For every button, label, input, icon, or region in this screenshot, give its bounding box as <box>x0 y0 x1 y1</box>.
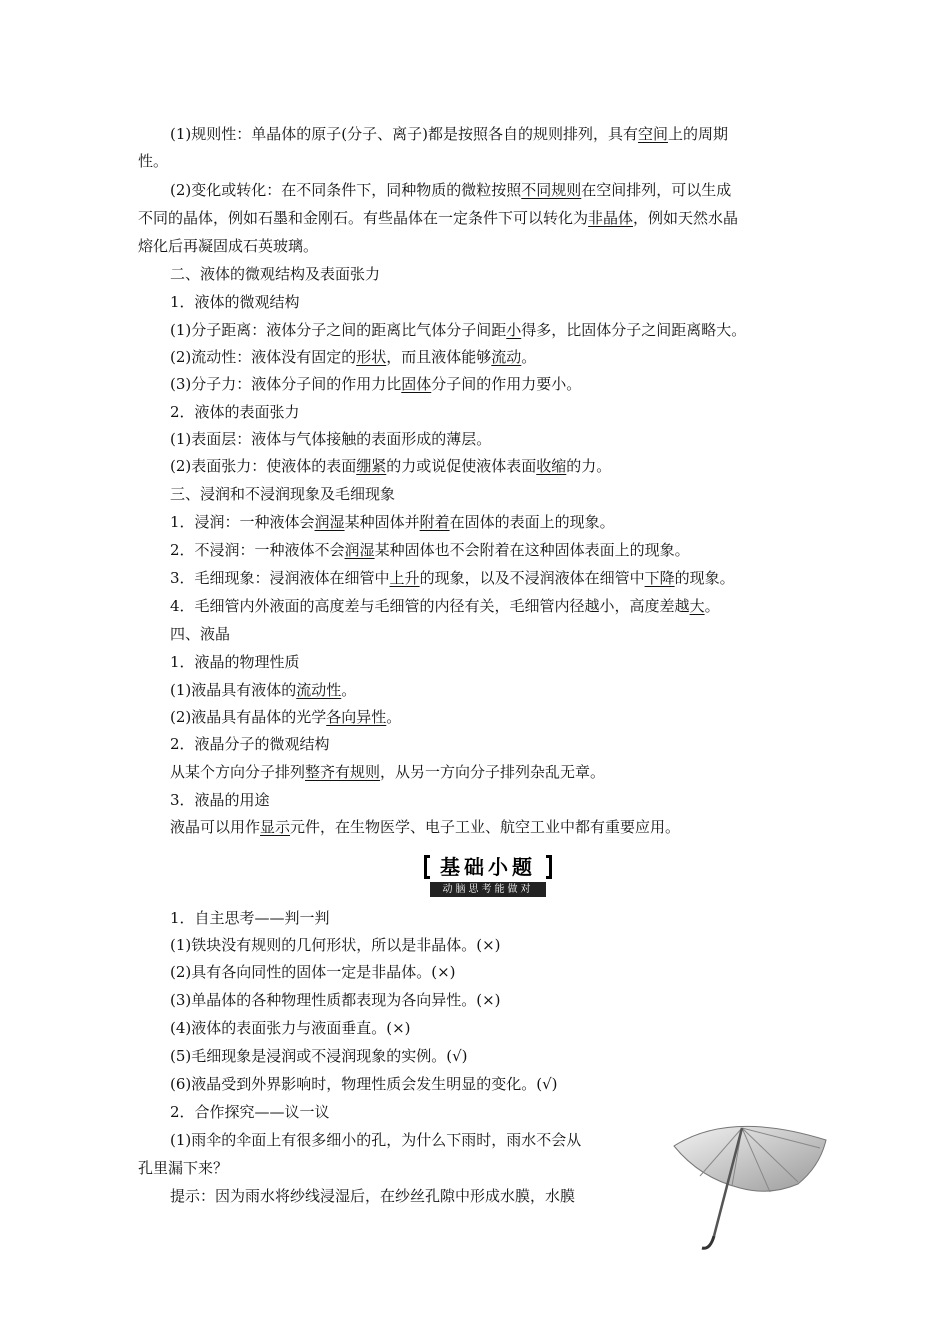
item-capillary: 3．毛细现象：浸润液体在细管中上升的现象，以及不浸润液体在细管中下降的现象。 <box>170 569 735 587</box>
answer-blank: 流动性 <box>296 681 342 699</box>
answer-blank: 收缩 <box>536 457 567 475</box>
answer-blank: 形状 <box>356 348 387 366</box>
item-fluidity: (2)流动性：液体没有固定的形状，而且液体能够流动。 <box>170 348 537 366</box>
answer-blank: 绷紧 <box>356 457 387 475</box>
subheading-lc-uses: 3．液晶的用途 <box>170 791 270 809</box>
answer-blank: 不同规则 <box>521 181 582 199</box>
answer-blank: 显示 <box>260 818 291 836</box>
item-lc-structure: 从某个方向分子排列整齐有规则，从另一方向分子排列杂乱无章。 <box>170 763 606 781</box>
quiz-item-2: (2)具有各向同性的固体一定是非晶体。(×) <box>170 963 456 981</box>
quiz-item-4: (4)液体的表面张力与液面垂直。(×) <box>170 1019 411 1037</box>
answer-blank: 非晶体 <box>588 209 634 227</box>
quiz-item-1: (1)铁块没有规则的几何形状，所以是非晶体。(×) <box>170 936 501 954</box>
answer-blank: 空间 <box>637 125 668 143</box>
quiz-item-3: (3)单晶体的各种物理性质都表现为各向异性。(×) <box>170 991 501 1009</box>
item-lc-fluidity: (1)液晶具有液体的流动性。 <box>170 681 357 699</box>
item-non-wetting: 2．不浸润：一种液体不会润湿某种固体也不会附着在这种固体表面上的现象。 <box>170 541 690 559</box>
quiz-item-5: (5)毛细现象是浸润或不浸润现象的实例。(√) <box>170 1047 468 1065</box>
answer-blank: 小 <box>506 321 522 339</box>
answer-blank: 流动 <box>491 348 522 366</box>
section-heading-2: 二、液体的微观结构及表面张力 <box>170 265 381 283</box>
section-heading-3: 三、浸润和不浸润现象及毛细现象 <box>170 485 396 503</box>
answer-blank: 整齐有规则 <box>305 763 381 781</box>
subheading-lc-structure: 2．液晶分子的微观结构 <box>170 735 330 753</box>
subheading-lc-properties: 1．液晶的物理性质 <box>170 653 300 671</box>
item-lc-anisotropy: (2)液晶具有晶体的光学各向异性。 <box>170 708 402 726</box>
answer-blank: 下降 <box>644 569 675 587</box>
quiz-heading-2: 2．合作探究——议一议 <box>170 1103 330 1121</box>
answer-blank: 附着 <box>419 513 450 531</box>
paragraph-regularity: (1)规则性：单晶体的原子(分子、离子)都是按照各自的规则排列，具有空间上的周期 <box>170 125 728 143</box>
item-surface-tension: (2)表面张力：使液体的表面绷紧的力或说促使液体表面收缩的力。 <box>170 457 612 475</box>
paragraph-regularity-cont: 性。 <box>138 152 169 170</box>
discussion-hint: 提示：因为雨水将纱线浸湿后，在纱丝孔隙中形成水膜，水膜 <box>170 1187 576 1205</box>
answer-blank: 润湿 <box>314 513 345 531</box>
umbrella-icon <box>670 1118 830 1253</box>
subheading-liquid-structure: 1．液体的微观结构 <box>170 293 300 311</box>
item-wetting: 1．浸润：一种液体会润湿某种固体并附着在固体的表面上的现象。 <box>170 513 615 531</box>
answer-blank: 上升 <box>389 569 420 587</box>
item-molecular-force: (3)分子力：液体分子间的作用力比固体分子间的作用力要小。 <box>170 375 582 393</box>
answer-blank: 润湿 <box>344 541 375 559</box>
paragraph-transformation-cont: 不同的晶体，例如石墨和金刚石。有些晶体在一定条件下可以转化为非晶体，例如天然水晶 <box>138 209 739 227</box>
badge-title: 基础小题 <box>440 855 536 879</box>
answer-blank: 大 <box>689 597 705 615</box>
subheading-surface-tension: 2．液体的表面张力 <box>170 403 300 421</box>
section-heading-4: 四、液晶 <box>170 625 231 643</box>
item-molecular-distance: (1)分子距离：液体分子之间的距离比气体分子间距小得多，比固体分子之间距离略大。 <box>170 321 747 339</box>
section-badge <box>424 853 552 897</box>
quiz-item-6: (6)液晶受到外界影响时，物理性质会发生明显的变化。(√) <box>170 1075 558 1093</box>
answer-blank: 固体 <box>401 375 432 393</box>
paragraph-transformation: (2)变化或转化：在不同条件下，同种物质的微粒按照不同规则在空间排列，可以生成 <box>170 181 732 199</box>
badge-subtitle: 动脑思考能做对 <box>430 882 546 897</box>
quiz-heading-1: 1．自主思考——判一判 <box>170 909 330 927</box>
bracket-right <box>546 855 552 879</box>
item-surface-layer: (1)表面层：液体与气体接触的表面形成的薄层。 <box>170 430 492 448</box>
paragraph-transformation-end: 熔化后再凝固成石英玻璃。 <box>138 237 319 255</box>
item-capillary-height: 4．毛细管内外液面的高度差与毛细管的内径有关，毛细管内径越小，高度差越大。 <box>170 597 720 615</box>
discussion-question-cont: 孔里漏下来？ <box>138 1159 229 1177</box>
discussion-question: (1)雨伞的伞面上有很多细小的孔，为什么下雨时，雨水不会从 <box>170 1131 582 1149</box>
item-lc-uses: 液晶可以用作显示元件，在生物医学、电子工业、航空工业中都有重要应用。 <box>170 818 681 836</box>
answer-blank: 各向异性 <box>326 708 387 726</box>
